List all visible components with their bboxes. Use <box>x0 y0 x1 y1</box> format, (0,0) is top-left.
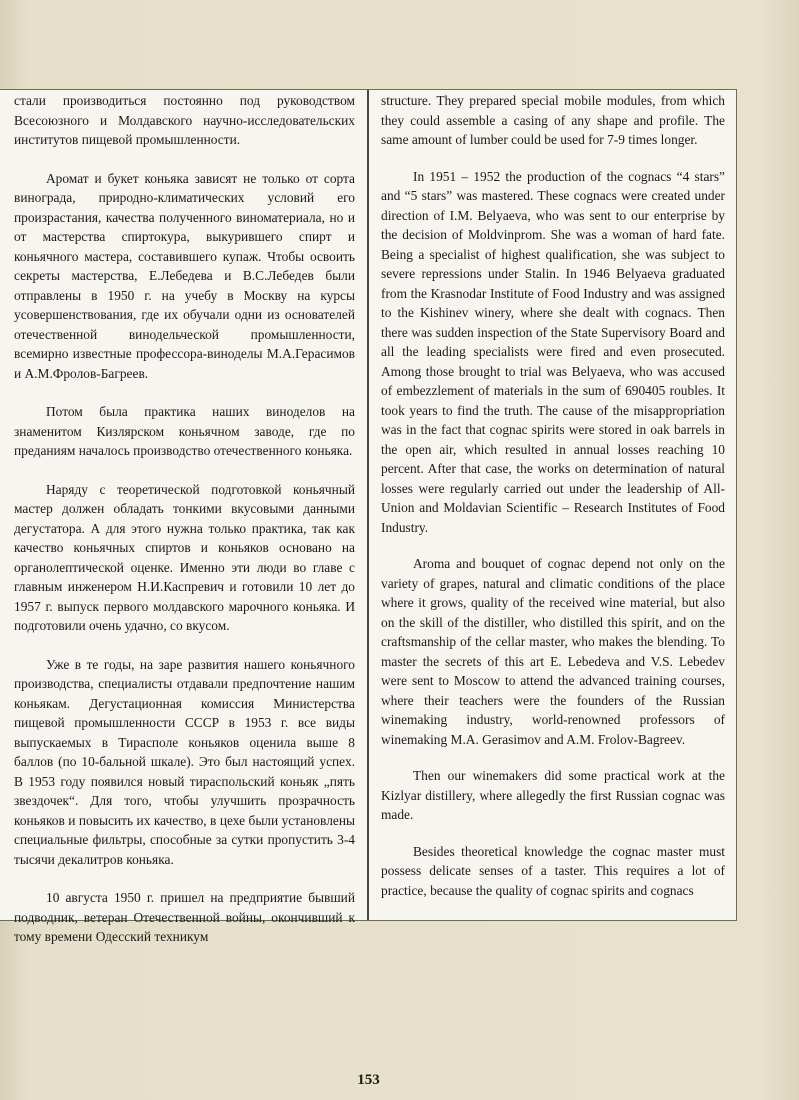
ru-paragraph-3: Потом была практика наших виноделов на знаменитом Кизлярском коньячном заводе, где по преданиям началось производство отечественного коньяка. <box>14 404 355 458</box>
en-paragraph-2: In 1951 – 1952 the production of the cognacs “4 stars” and “5 stars” was mastered. These cognacs were created under direction of I.M. Belyaeva, who was sent to our enterprise by the decision of Moldvinprom. She was a woman of hard fate. Being a specialist of highest qualification, she was subject to severe repressions under Stalin. In 1946 Belyaeva graduated from the Krasnodar Institute of Food Industry and was assigned to the Kishinev winery, where she dealt with cognacs. Then there was sudden inspection of the State Supervisory Board and all the leading specialists were fired and even prosecuted. Among those brought to trial was Belyaeva, who was accused of embezzlement of materials in the sum of 690405 roubles. It took years to find the truth. The cause of the misappropriation was in the fact that cognac spirits were stored in oak barrels in the open air, which resulted in annual losses reaching 10 percent. After that case, the works on determination of natural losses were regularly carried out under the leadership of All-Union and Moldavian Scientific – Research Institutes of Food Industry. <box>381 168 725 535</box>
en-paragraph-4: Then our winemakers did some practical work at the Kizlyar distillery, where allegedly the first Russian cognac was made. <box>381 768 725 822</box>
ru-paragraph-2: Аромат и букет коньяка зависят не только от сорта винограда, природно-климатических условий его произрастания, качества полученного виноматериала, но и от мастерства спиртокура, выкурившего спирт и коньячного мастера, составившего купаж. Чтобы освоить секреты мастерства, Е.Лебедева и В.С.Лебедев были отправлены в 1950 г. на учебу в Москву на курсы усовершенствования, где их обучали одни из основателей отечественной винодельческой промышленности, всемирно известные профессора-виноделы М.А.Герасимов и А.М.Фролов-Багреев. <box>14 170 355 381</box>
en-paragraph-1: structure. They prepared special mobile modules, from which they could assemble a casing of any shape and profile. The same amount of lumber could be used for 7-9 times longer. <box>381 93 725 147</box>
column-divider <box>367 90 369 920</box>
ru-paragraph-5: Уже в те годы, на заре развития нашего коньячного производства, специалисты отдавали предпочтение нашим коньякам. Дегустационная комиссия Министерства пищевой промышленности СССР в 1953 г. все виды выпускаемых в Тирасполе коньяков оценила выше 8 баллов (по 10-бальной шкале). Это был настоящий успех. В 1953 году появился новый тираспольский коньяк „пять звездочек“. Для того, чтобы улучшить прозрачность коньяков и повысить их качество, в цехе были установлены специальные фильтры, способные за сутки пропустить 3-4 тысячи декалитров коньяка. <box>14 656 355 867</box>
text-frame <box>0 89 737 944</box>
ru-paragraph-4: Наряду с теоретической подготовкой коньячный мастер должен обладать тонкими вкусовыми данными дегустатора. А для этого нужна только практика, так как качество коньячных спиртов и коньяков основано на органолептической оценке. Именно эти люди во главе с главным инженером Н.И.Каспревич и готовили 10 лет до 1957 г. выпуск первого молдавского марочного коньяка. И подготовили очень удачно, со вкусом. <box>14 481 355 633</box>
english-column <box>381 91 725 917</box>
en-paragraph-5: Besides theoretical knowledge the cognac master must possess delicate senses of a taster. This requires a lot of practice, because the quality of cognac spirits and cognacs <box>381 843 725 898</box>
en-paragraph-3: Aroma and bouquet of cognac depend not only on the variety of grapes, natural and climatic conditions of the place where it grows, quality of the received wine material, but also on the skill of the distiller, who distilled this spirit, and on the craftsmanship of the cellar master, who makes the blending. To master the secrets of this art E. Lebedeva and V.S. Lebedev were sent to Moscow to attend the advanced training courses, where their teachers were the founders of the Russian winemaking industry, world-renowned professors of winemaking M.A. Gerasimov and A.M. Frolov-Bagreev. <box>381 556 725 747</box>
page-number: 153 <box>357 1072 380 1088</box>
ru-paragraph-6: 10 августа 1950 г. пришел на предприятие бывший подводник, ветеран Отечественной войны, окончивший к тому времени Одесский техникум <box>14 890 355 944</box>
ru-paragraph-1: стали производиться постоянно под руководством Всесоюзного и Молдавского научно-исследовательских институтов пищевой промышленности. <box>14 93 355 147</box>
russian-column <box>14 91 355 966</box>
